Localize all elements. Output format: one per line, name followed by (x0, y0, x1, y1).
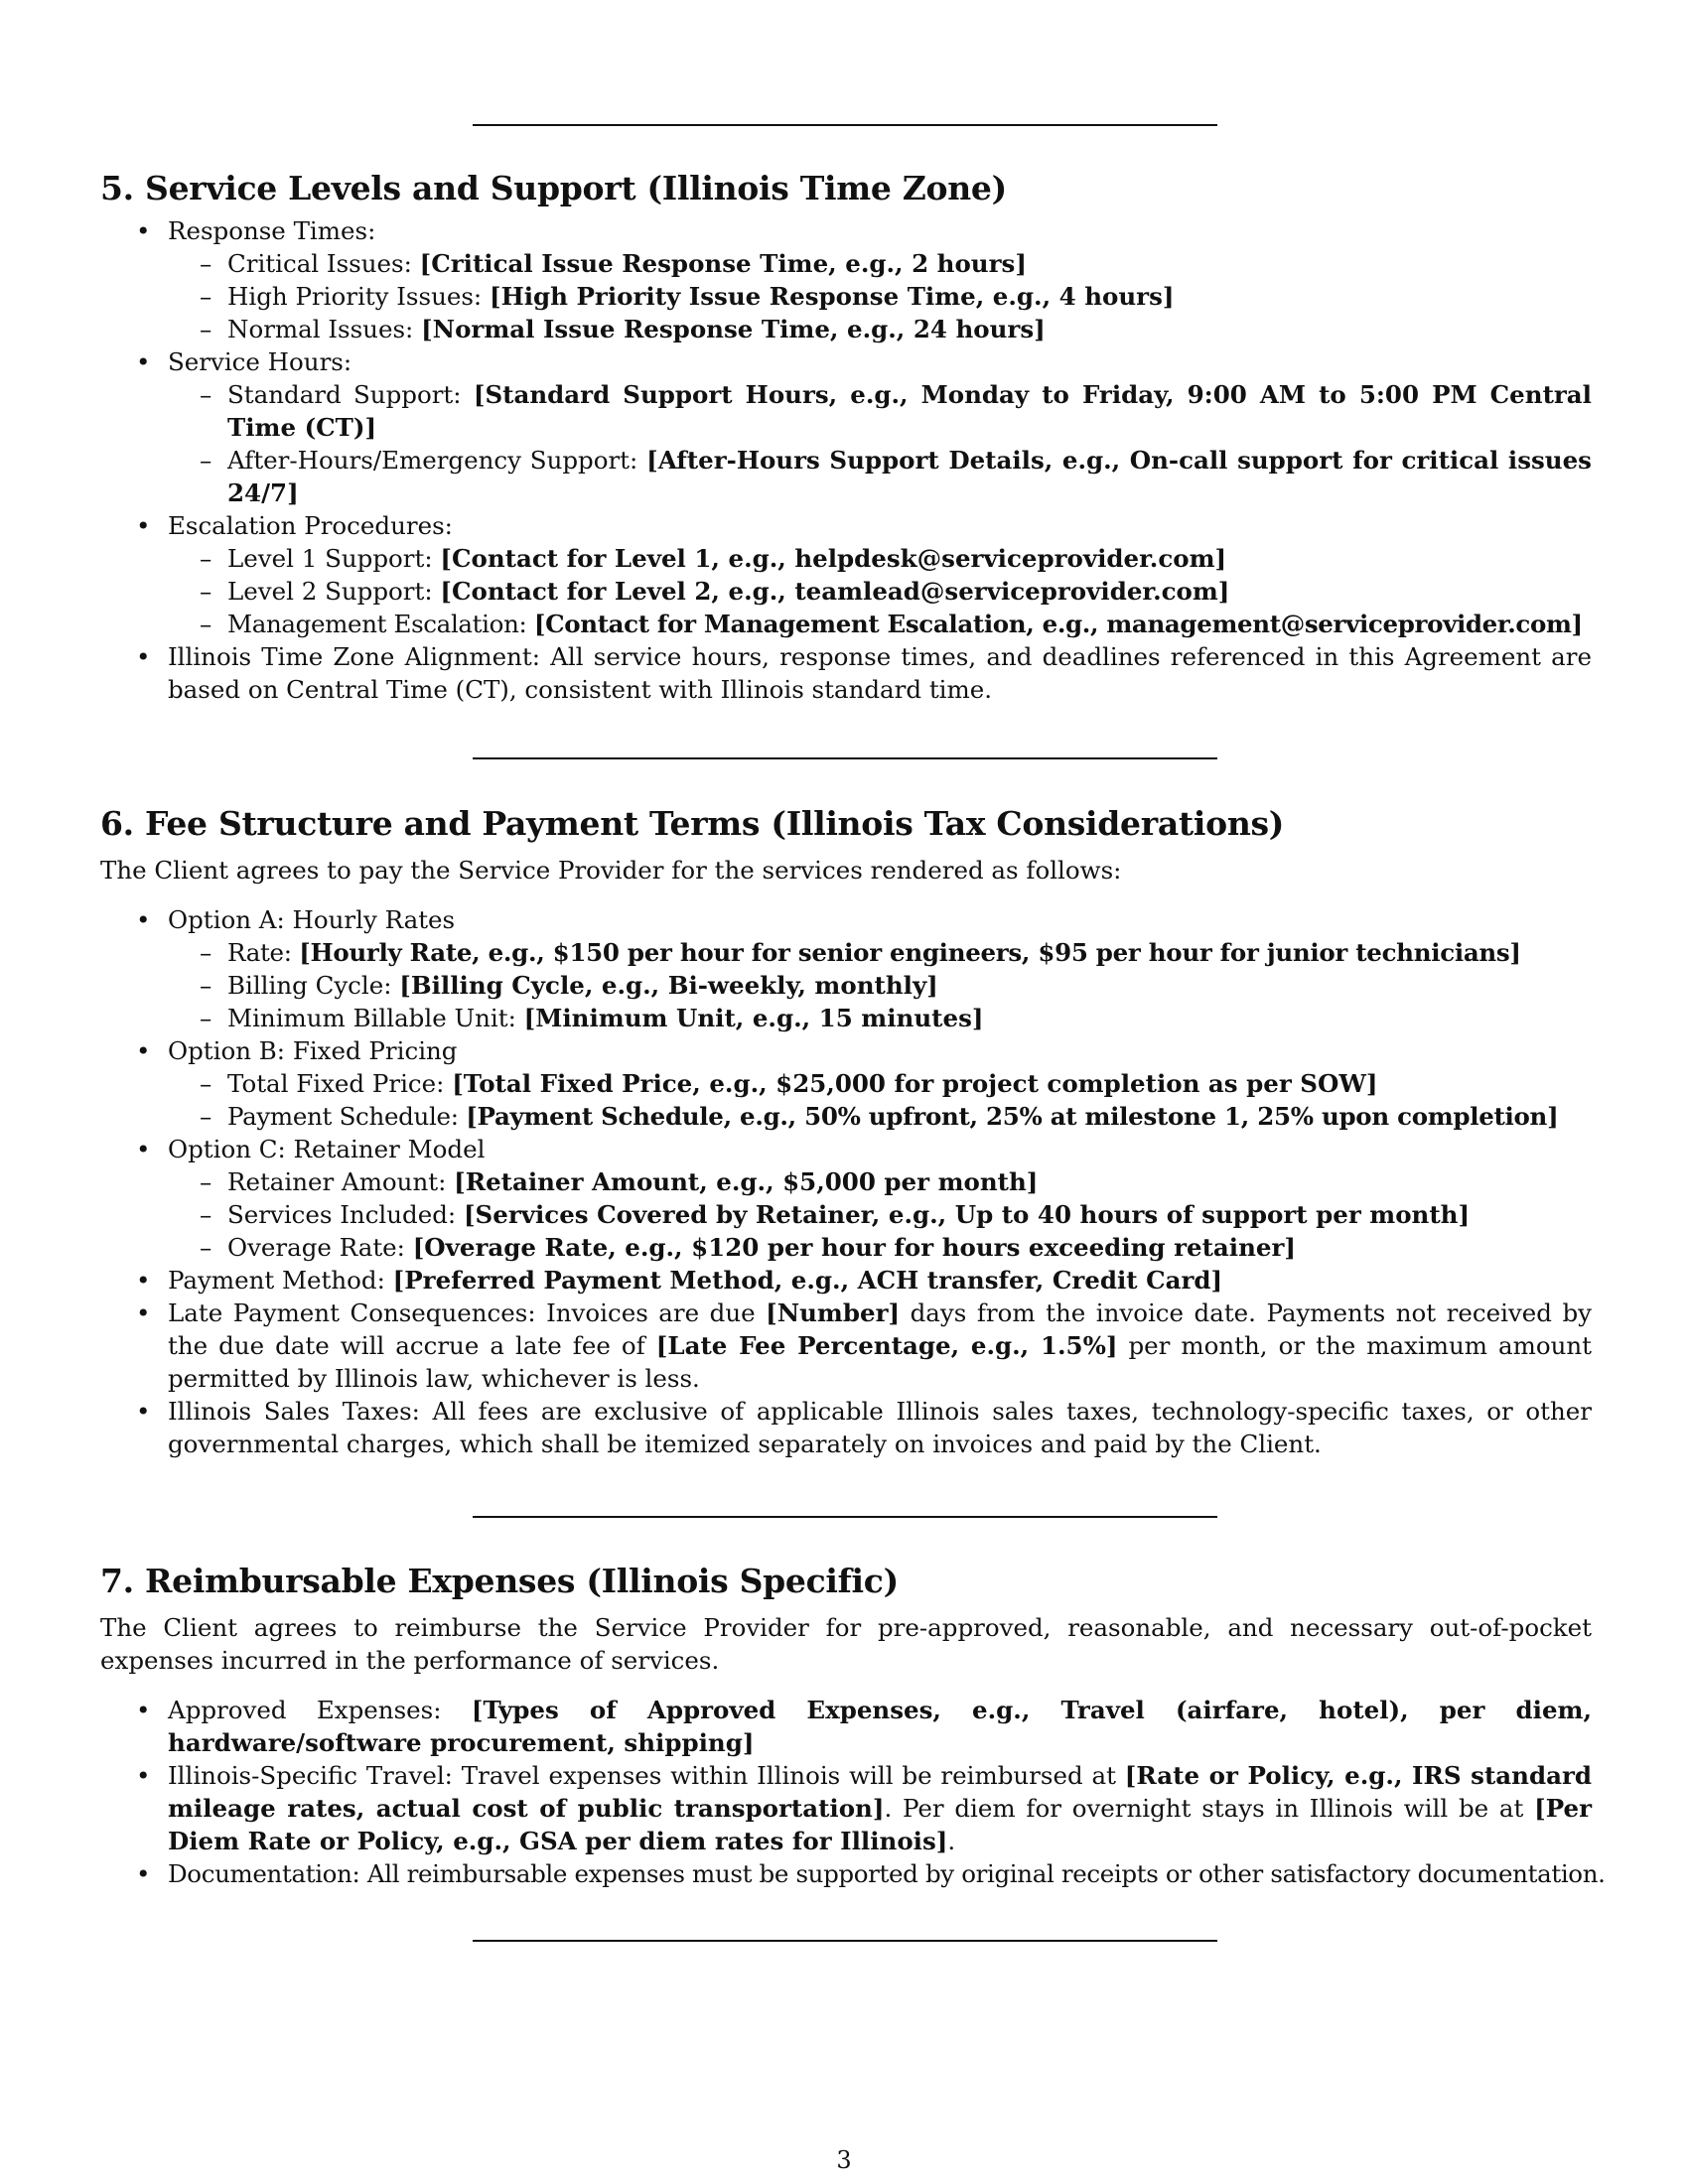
document-page (100, 0, 1606, 2184)
list-item: – Services Included: [Services Covered by Retainer, e.g., Up to 40 hours of support per month] (168, 1198, 1592, 1231)
list-item: • Illinois-Specific Travel: Travel expenses within Illinois will be reimbursed at [Rate or Policy, e.g., IRS standard mileage rates, actual cost of public transportation]. Per diem for overnight stays in Illinois will be at [Per Diem Rate or Policy, e.g., GSA per diem rates for Illinois]. (100, 1759, 1592, 1857)
section-heading: 7. Reimbursable Expenses (Illinois Specific) (100, 1562, 899, 1600)
sub-list (168, 1067, 1592, 1133)
list-item: – Level 2 Support: [Contact for Level 2, e.g., teamlead@serviceprovider.com] (168, 575, 1592, 608)
section-intro: The Client agrees to reimburse the Service Provider for pre-approved, reasonable, and necessary out-of-pocket expenses incurred in the performance of services. (100, 1613, 1592, 1675)
list-item: • Illinois Time Zone Alignment: All service hours, response times, and deadlines referenced in this Agreement are based on Central Time (CT), consistent with Illinois standard time. (100, 640, 1592, 706)
list-item: – Level 1 Support: [Contact for Level 1, e.g., helpdesk@serviceprovider.com] (168, 542, 1592, 575)
section-6 (100, 804, 1592, 1460)
horizontal-rule (473, 757, 1217, 759)
list-item: • Payment Method: [Preferred Payment Method, e.g., ACH transfer, Credit Card] (100, 1264, 1592, 1297)
sub-list (168, 1165, 1592, 1264)
list-item: • Option A: Hourly Rates – Rate: [Hourly Rate, e.g., $150 per hour for senior engineers, $95 per hour for junior technicians] – Billing Cycle: [Billing Cycle, e.g., Bi-weekly, monthly] – Minimum Billable Unit: [Minimum Unit, e.g., 15 minutes] (100, 903, 1592, 1034)
sub-list (168, 936, 1592, 1034)
sub-list (168, 378, 1592, 509)
section-7 (100, 1562, 1606, 1890)
list-item: – Management Escalation: [Contact for Management Escalation, e.g., management@serviceprovider.com] (168, 608, 1592, 640)
list-item: • Approved Expenses: [Types of Approved Expenses, e.g., Travel (airfare, hotel), per diem, hardware/software procurement, shipping] (100, 1694, 1592, 1759)
list-item: – Critical Issues: [Critical Issue Response Time, e.g., 2 hours] (168, 247, 1592, 280)
horizontal-rule (473, 1516, 1217, 1518)
list-item: • Documentation: All reimbursable expenses must be supported by original receipts or other satisfactory documentation. (100, 1857, 1592, 1890)
section-heading: 5. Service Levels and Support (Illinois Time Zone) (100, 169, 1007, 207)
list-item: – Normal Issues: [Normal Issue Response Time, e.g., 24 hours] (168, 313, 1592, 345)
section-heading: 6. Fee Structure and Payment Terms (Illinois Tax Considerations) (100, 804, 1285, 843)
list-item: • Late Payment Consequences: Invoices are due [Number] days from the invoice date. Payments not received by the due date will accrue a late fee of [Late Fee Percentage, e.g., 1.5%] per month, or the maximum amount permitted by Illinois law, whichever is less. (100, 1297, 1592, 1395)
sub-list (168, 542, 1592, 640)
list-item: • Option B: Fixed Pricing – Total Fixed Price: [Total Fixed Price, e.g., $25,000 for project completion as per SOW] – Payment Schedule: [Payment Schedule, e.g., 50% upfront, 25% at milestone 1, 25% upon completion] (100, 1034, 1592, 1133)
section-intro: The Client agrees to pay the Service Provider for the services rendered as follows: (100, 856, 1122, 885)
horizontal-rule (473, 124, 1217, 126)
section-5 (100, 169, 1592, 706)
sub-list (168, 247, 1592, 345)
bullet-list (100, 903, 1592, 1460)
bullet-list (100, 214, 1592, 706)
list-item: • Service Hours: – Standard Support: [Standard Support Hours, e.g., Monday to Friday, 9:00 AM to 5:00 PM Central Time (CT)] – After-Hours/Emergency Support: [After-Hours Support Details, e.g., On-call support for critical issues 24/7] (100, 345, 1592, 509)
list-item: – Rate: [Hourly Rate, e.g., $150 per hour for senior engineers, $95 per hour for junior technicians] (168, 936, 1592, 969)
list-item: – Minimum Billable Unit: [Minimum Unit, e.g., 15 minutes] (168, 1002, 1592, 1034)
list-item: • Response Times: – Critical Issues: [Critical Issue Response Time, e.g., 2 hours] – High Priority Issues: [High Priority Issue Response Time, e.g., 4 hours] – Normal Issues: [Normal Issue Response Time, e.g., 24 hours] (100, 214, 1592, 345)
list-item: – Overage Rate: [Overage Rate, e.g., $120 per hour for hours exceeding retainer] (168, 1231, 1592, 1264)
list-item: • Option C: Retainer Model – Retainer Amount: [Retainer Amount, e.g., $5,000 per month] – Services Included: [Services Covered by Retainer, e.g., Up to 40 hours of support per month] – Overage Rate: [Overage Rate, e.g., $120 per hour for hours exceeding retainer] (100, 1133, 1592, 1264)
list-item: • Escalation Procedures: – Level 1 Support: [Contact for Level 1, e.g., helpdesk@serviceprovider.com] – Level 2 Support: [Contact for Level 2, e.g., teamlead@serviceprovider.com] – Management Escalation: [Contact for Management Escalation, e.g., management@serviceprovider.com] (100, 509, 1592, 640)
list-item: – High Priority Issues: [High Priority Issue Response Time, e.g., 4 hours] (168, 280, 1592, 313)
list-item: – Total Fixed Price: [Total Fixed Price, e.g., $25,000 for project completion as per SOW] (168, 1067, 1592, 1100)
bullet-list (100, 1694, 1606, 1890)
page-number: 3 (836, 2146, 852, 2174)
horizontal-rule (473, 1940, 1217, 1942)
list-item: – Billing Cycle: [Billing Cycle, e.g., Bi-weekly, monthly] (168, 969, 1592, 1002)
list-item: – Standard Support: [Standard Support Hours, e.g., Monday to Friday, 9:00 AM to 5:00 PM Central Time (CT)] (168, 378, 1592, 444)
list-item: – After-Hours/Emergency Support: [After-Hours Support Details, e.g., On-call support for critical issues 24/7] (168, 444, 1592, 509)
list-item: • Illinois Sales Taxes: All fees are exclusive of applicable Illinois sales taxes, technology-specific taxes, or other governmental charges, which shall be itemized separately on invoices and paid by the Client. (100, 1395, 1592, 1460)
list-item: – Retainer Amount: [Retainer Amount, e.g., $5,000 per month] (168, 1165, 1592, 1198)
list-item: – Payment Schedule: [Payment Schedule, e.g., 50% upfront, 25% at milestone 1, 25% upon completion] (168, 1100, 1592, 1133)
